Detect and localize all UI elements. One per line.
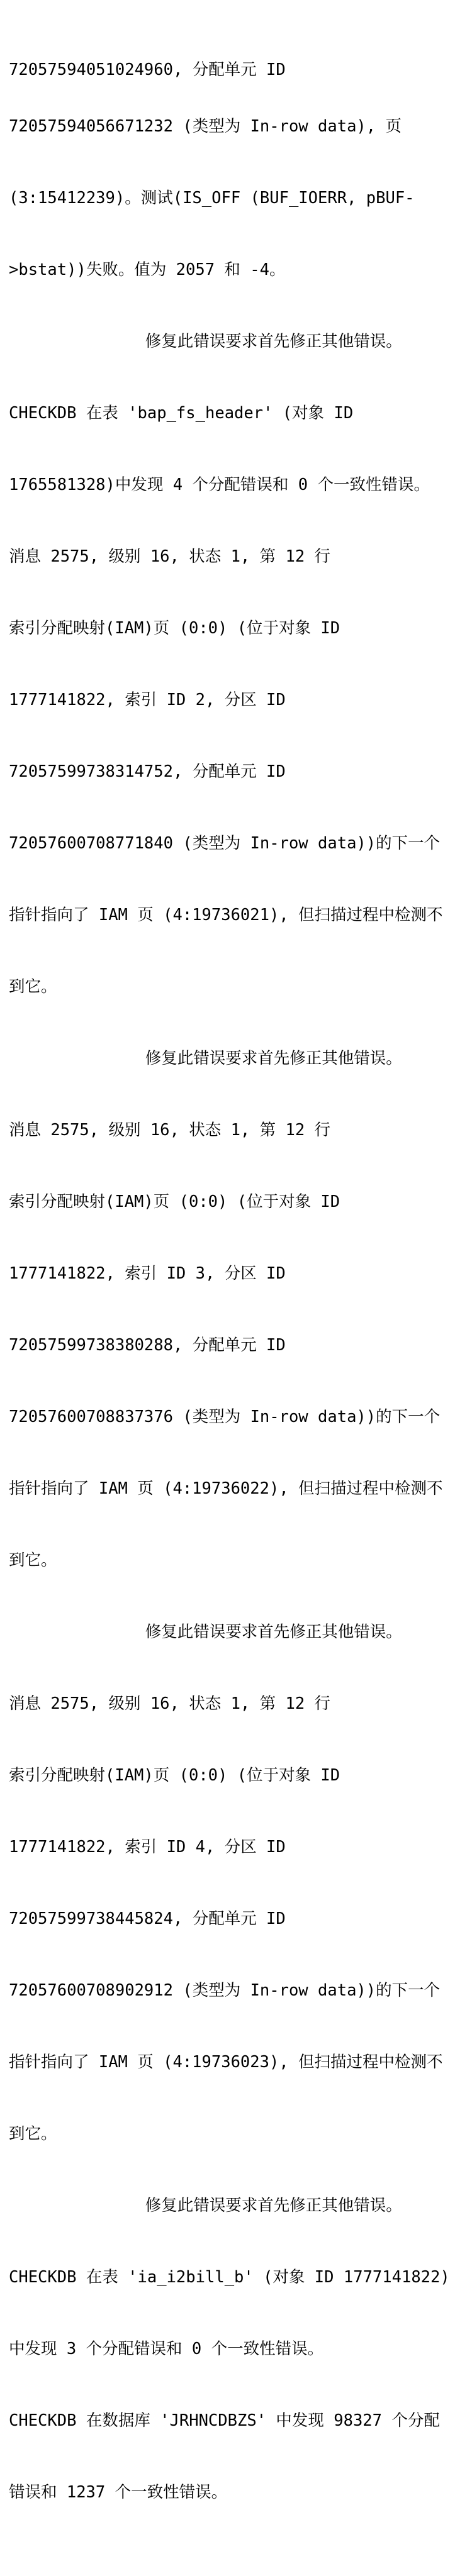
log-line-repair-notice: 修复此错误要求首先修正其他错误。 [145,1049,402,1068]
log-line-message-header: 消息 2575, 级别 16, 状态 1, 第 12 行 [9,1121,331,1140]
log-line-summary: 错误和 1237 个一致性错误。 [9,2483,228,2502]
log-line: 72057599738445824, 分配单元 ID [9,1909,286,1928]
log-line: 72057600708771840 (类型为 In-row data))的下一个 [9,834,441,853]
log-line: 索引分配映射(IAM)页 (0:0) (位于对象 ID [9,619,340,638]
log-line: 到它。 [9,2124,57,2143]
log-line: 72057599738314752, 分配单元 ID [9,762,286,781]
log-line: 指针指向了 IAM 页 (4:19736023), 但扫描过程中检测不 [9,2053,443,2072]
log-line: 指针指向了 IAM 页 (4:19736021), 但扫描过程中检测不 [9,906,443,924]
log-line: 指针指向了 IAM 页 (4:19736022), 但扫描过程中检测不 [9,1479,443,1498]
log-line: 72057600708837376 (类型为 In-row data))的下一个 [9,1407,441,1426]
log-line: CHECKDB 在表 'bap_fs_header' (对象 ID [9,404,354,423]
log-line-message-header: 消息 2575, 级别 16, 状态 1, 第 12 行 [9,1694,331,1713]
log-line: 1777141822, 索引 ID 4, 分区 ID [9,1838,286,1857]
log-line-text: 72057594051024960, 分配单元 ID [9,60,286,79]
log-line: >bstat))失败。值为 2057 和 -4。 [9,260,286,279]
log-line: 索引分配映射(IAM)页 (0:0) (位于对象 ID [9,1766,340,1785]
log-line-repair-notice: 修复此错误要求首先修正其他错误。 [145,332,402,351]
log-line-repair-notice: 修复此错误要求首先修正其他错误。 [145,1623,402,1641]
log-line-clipped [9,58,466,79]
log-line-repair-notice: 修复此错误要求首先修正其他错误。 [145,2196,402,2215]
log-line: 72057600708902912 (类型为 In-row data))的下一个 [9,1981,441,2000]
log-line: 1765581328)中发现 4 个分配错误和 0 个一致性错误。 [9,475,430,494]
log-line-summary: CHECKDB 在表 'ia_i2bill_b' (对象 ID 1777141822) [9,2268,450,2287]
log-line: 到它。 [9,977,57,996]
log-line: 72057594056671232 (类型为 In-row data), 页 [9,117,402,136]
log-line: 1777141822, 索引 ID 3, 分区 ID [9,1264,286,1283]
log-line: 索引分配映射(IAM)页 (0:0) (位于对象 ID [9,1192,340,1211]
log-line-summary: CHECKDB 在数据库 'JRHNCDBZS' 中发现 98327 个分配 [9,2411,440,2430]
log-line: 到它。 [9,1551,57,1570]
log-line: 1777141822, 索引 ID 2, 分区 ID [9,691,286,709]
log-line: 72057599738380288, 分配单元 ID [9,1336,286,1355]
checkdb-log-output [9,0,466,2576]
log-line-message-header: 消息 2575, 级别 16, 状态 1, 第 12 行 [9,547,331,566]
log-line: (3:15412239)。测试(IS_OFF (BUF_IOERR, pBUF- [9,189,415,208]
log-line-summary: 中发现 3 个分配错误和 0 个一致性错误。 [9,2340,324,2358]
